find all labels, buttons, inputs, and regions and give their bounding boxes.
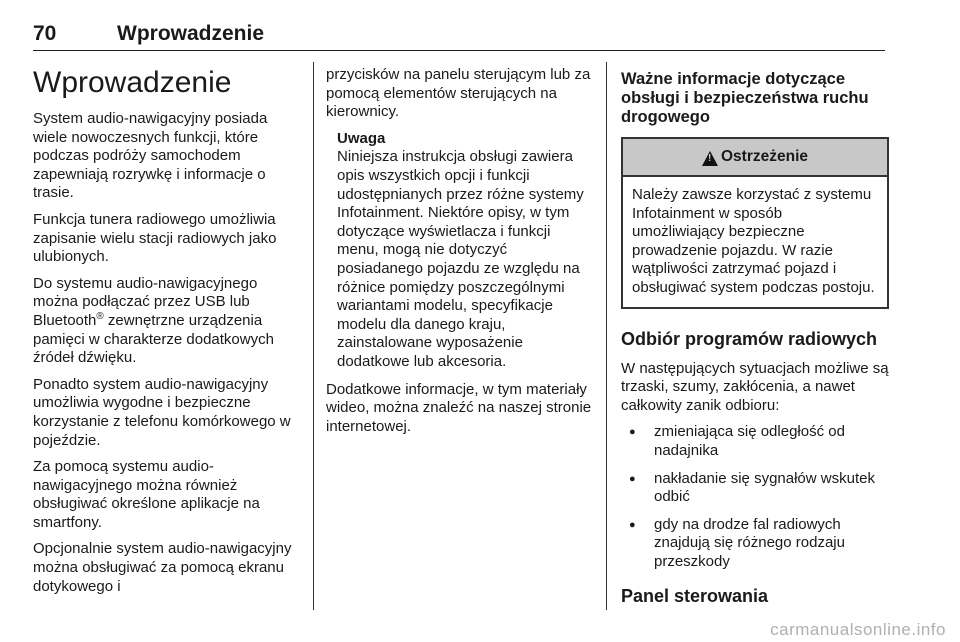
subsection-heading: Ważne informacje dotyczące obsługi i bezpieczeństwa ruchu drogowego xyxy=(621,70,869,126)
note-text: Niniejsza instrukcja obsługi zawiera opis wszystkich opcji i funkcji udostępnianych przez różne systemy Infotainment. Niektóre opisy, w tym dotyczące wyświetlacza i funkcji menu, mogą nie dotyczyć posiadanego pojazdu ze względu na różnice pomiędzy poszczególnymi wariantami modelu, specyfikacje modelu dla danego kraju, zainstalowane wyposażenie dodatkowe lub akcesoria. xyxy=(337,148,584,370)
section-title: Wprowadzenie xyxy=(33,66,232,99)
warning-icon xyxy=(702,151,718,166)
paragraph: Ponadto system audio-nawigacyjny umożliwia wygodne i bezpieczne korzystanie z telefonu komórkowego w pojeździe. xyxy=(33,375,291,449)
subsection-heading: Panel sterowania xyxy=(621,585,769,606)
warning-header xyxy=(623,139,887,177)
page-header xyxy=(33,22,885,51)
running-title: Wprowadzenie xyxy=(117,22,265,45)
paragraph: W następujących sytuacjach możliwe są trzaski, szumy, zakłócenia, a nawet całkowity zanik odbioru: xyxy=(621,359,889,414)
bullet-list xyxy=(621,423,889,571)
note-title: Uwaga xyxy=(337,129,386,147)
warning-text: Należy zawsze korzystać z systemu Infotainment w sposób umożliwiający bezpieczne prowadzenie pojazdu. W razie wątpliwości zatrzymać pojazd i obsługiwać system podczas postoju. xyxy=(632,186,875,296)
warning-title: Ostrzeżenie xyxy=(720,147,808,165)
warning-box xyxy=(621,137,889,309)
paragraph: Dodatkowe informacje, w tym materiały wideo, można znaleźć na naszej stronie internetowej. xyxy=(326,380,592,435)
paragraph: Do systemu audio-nawigacyjnego można podłączać przez USB lub Bluetooth® zewnętrzne urządzenia pamięci w charakterze dodatkowych źródeł dźwięku. xyxy=(33,274,274,367)
watermark: carmanualsonline.info xyxy=(770,620,946,639)
list-item: ● nakładanie się sygnałów wskutek odbić xyxy=(621,470,889,507)
paragraph: przycisków na panelu sterującym lub za pomocą elementów sterujących na kierownicy. xyxy=(326,66,591,121)
list-item: ● gdy na drodze fal radiowych znajdują się różnego rodzaju przeszkody xyxy=(621,516,889,572)
column-right xyxy=(621,70,889,617)
column-divider xyxy=(606,62,607,610)
subsection-heading: Odbiór programów radiowych xyxy=(621,328,878,349)
column-divider xyxy=(313,62,314,610)
paragraph: System audio-nawigacyjny posiada wiele nowoczesnych funkcji, które podczas podróży samochodem zapewniają rozrywkę i informacje o trasie. xyxy=(33,110,268,202)
list-item: ● zmieniająca się odległość od nadajnika xyxy=(621,423,889,460)
paragraph: Funkcja tunera radiowego umożliwia zapisanie wielu stacji radiowych jako ulubionych. xyxy=(33,210,277,266)
paragraph: Opcjonalnie system audio-nawigacyjny można obsługiwać za pomocą ekranu dotykowego i xyxy=(33,540,292,595)
page-number: 70 xyxy=(33,22,57,45)
column-middle xyxy=(326,66,594,444)
paragraph: Za pomocą systemu audio-nawigacyjnego można również obsługiwać określone aplikacje na smartfony. xyxy=(33,458,260,531)
column-left xyxy=(33,66,301,604)
note-box xyxy=(337,130,594,372)
